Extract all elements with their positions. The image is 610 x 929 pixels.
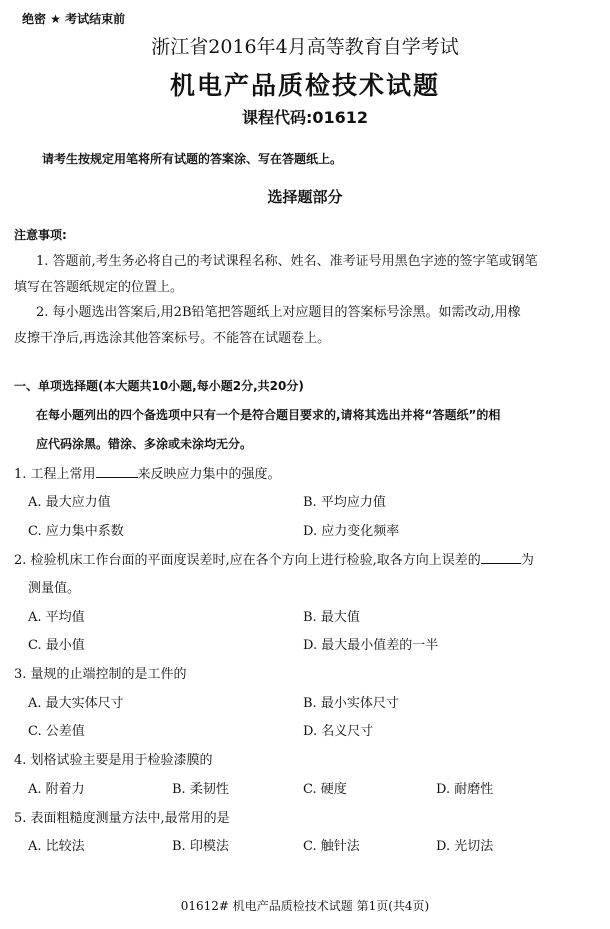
question-2-option-b: B. 最大值	[303, 610, 360, 625]
question-5-option-a: A. 比较法	[28, 839, 85, 854]
answer-blank	[96, 467, 138, 478]
question-4-option-d: D. 耐磨性	[436, 782, 494, 797]
question-2-stem	[14, 549, 534, 568]
confidential-label: 绝密 ★ 考试结束前	[22, 12, 126, 26]
question-1-stem-start: 1. 工程上常用	[14, 467, 96, 482]
exam-name: 浙江省2016年4月高等教育自学考试	[151, 36, 459, 58]
course-code: 课程代码:01612	[241, 108, 369, 127]
part1-heading: 一、单项选择题(本大题共10小题,每小题2分,共20分)	[14, 379, 304, 393]
note-1-line-1: 1. 答题前,考生务必将自己的考试课程名称、姓名、准考证号用黑色字迹的签字笔或钢笔	[36, 254, 538, 269]
note-1-line-2: 填写在答题纸规定的位置上。	[14, 280, 184, 295]
note-2-line-1: 2. 每小题选出答案后,用2B铅笔把答题纸上对应题目的答案标号涂黑。如需改动,用橡	[36, 305, 521, 320]
question-2-option-a: A. 平均值	[28, 610, 85, 625]
section-heading: 选择题部分	[267, 188, 343, 206]
question-4-option-b: B. 柔韧性	[172, 782, 229, 797]
question-1-option-b: B. 平均应力值	[303, 495, 386, 510]
page-footer: 01612# 机电产品质检技术试题 第1页(共4页)	[180, 899, 430, 913]
note-2-line-2: 皮擦干净后,再选涂其他答案标号。不能答在试题卷上。	[14, 331, 331, 346]
question-1-stem	[14, 463, 281, 482]
question-3-option-a: A. 最大实体尺寸	[28, 696, 124, 711]
page-title: 机电产品质检技术试题	[169, 71, 440, 100]
part1-desc-line-1: 在每小题列出的四个备选项中只有一个是符合题目要求的,请将其选出并将“答题纸”的相	[36, 408, 501, 422]
question-2-stem-end: 为	[520, 553, 534, 568]
question-2-stem-line-2: 测量值。	[28, 581, 81, 596]
question-5-stem: 5. 表面粗糙度测量方法中,最常用的是	[14, 811, 230, 826]
question-3-option-d: D. 名义尺寸	[303, 724, 374, 739]
question-2-option-d: D. 最大最小值差的一半	[303, 638, 439, 653]
question-5-option-b: B. 印模法	[172, 839, 229, 854]
question-1-option-c: C. 应力集中系数	[28, 524, 124, 539]
question-4-option-a: A. 附着力	[28, 782, 85, 797]
answer-blank	[481, 553, 521, 564]
question-1-option-a: A. 最大应力值	[28, 495, 111, 510]
answer-instruction: 请考生按规定用笔将所有试题的答案涂、写在答题纸上。	[42, 152, 343, 166]
question-2-stem-start: 2. 检验机床工作台面的平面度误差时,应在各个方向上进行检验,取各方向上误差的	[14, 553, 481, 568]
question-2-option-c: C. 最小值	[28, 638, 85, 653]
question-3-option-c: C. 公差值	[28, 724, 85, 739]
question-1-stem-end: 来反映应力集中的强度。	[137, 467, 281, 482]
question-3-option-b: B. 最小实体尺寸	[303, 696, 399, 711]
part1-desc-line-2: 应代码涂黑。错涂、多涂或未涂均无分。	[36, 437, 253, 451]
question-4-stem: 4. 划格试验主要是用于检验漆膜的	[14, 753, 213, 768]
question-4-option-c: C. 硬度	[303, 782, 347, 797]
notes-title: 注意事项:	[14, 228, 67, 242]
question-1-option-d: D. 应力变化频率	[303, 524, 400, 539]
question-3-stem: 3. 量规的止端控制的是工件的	[14, 667, 187, 682]
question-5-option-c: C. 触针法	[303, 839, 360, 854]
question-5-option-d: D. 光切法	[436, 839, 494, 854]
